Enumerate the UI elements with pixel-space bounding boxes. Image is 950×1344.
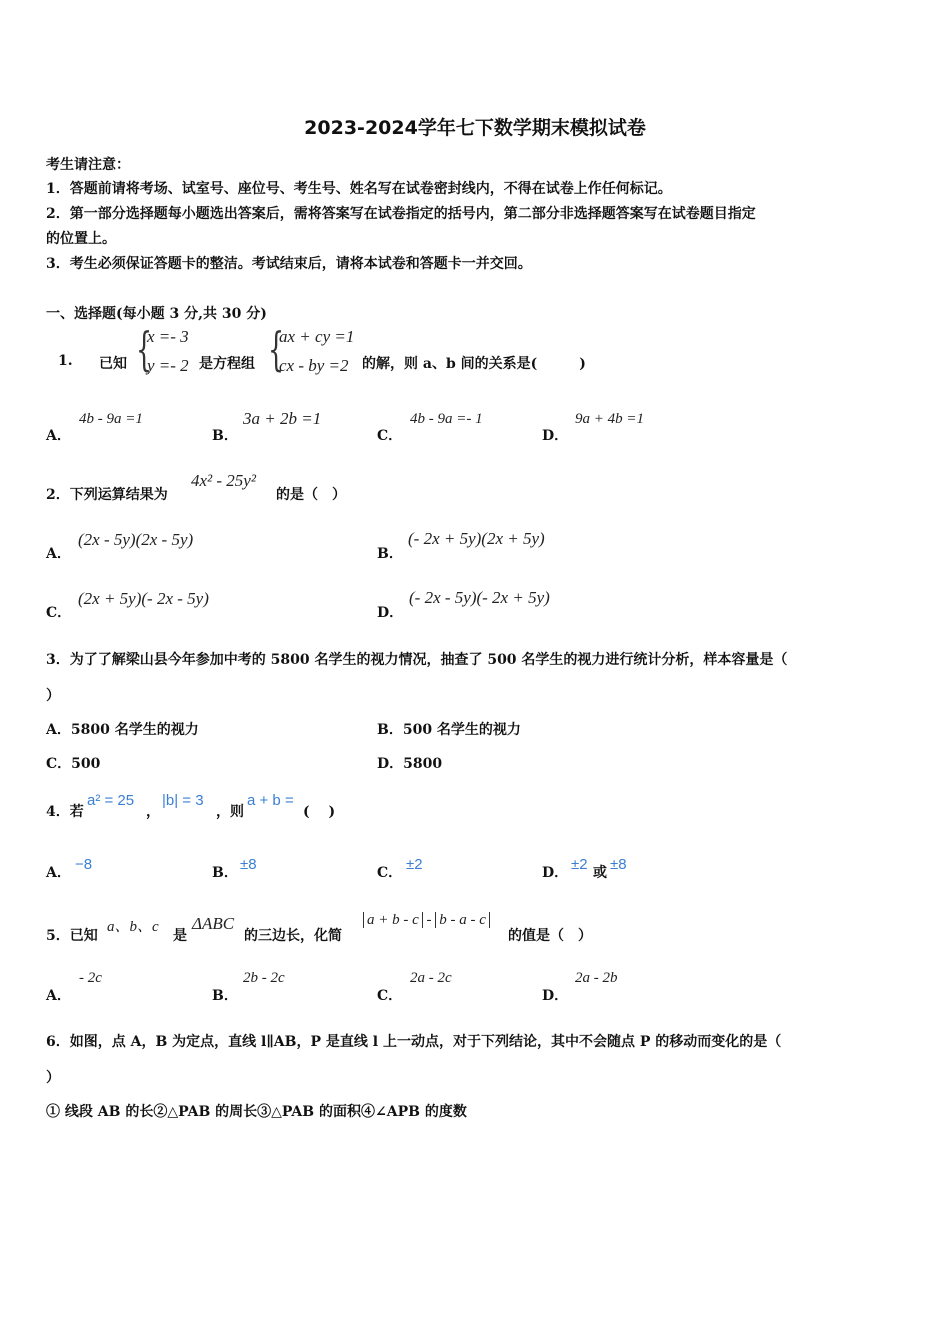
q4-option-c: ±2 (406, 856, 423, 873)
q2-option-d-label: D． (377, 605, 404, 621)
q3-stem: 3．为了了解梁山县今年参加中考的 5800 名学生的视力情况，抽查了 500 名学生的视力进行统计分析，样本容量是（ (46, 652, 788, 668)
q2-option-a: (2x - 5y)(2x - 5y) (78, 530, 194, 549)
q1-option-c: 4b - 9a =- 1 (410, 411, 483, 427)
q5-option-a-label: A． (46, 988, 71, 1004)
q4-separator: ， (146, 804, 160, 820)
q5-stem-pre: 5．已知 (46, 928, 98, 944)
q1-left-brace-1: { (136, 322, 153, 376)
q1-solution-y: y =- 2 (147, 356, 189, 375)
q4-option-a: −8 (75, 856, 93, 873)
q5-stem-is: 是 (173, 928, 187, 944)
section-heading: 一、选择题(每小题 3 分,共 30 分) (46, 306, 267, 322)
q5-absolute-term-2: b - a - c (435, 912, 490, 928)
q5-absolute-term-1: a + b - c (363, 912, 423, 928)
q5-expression-minus: - (422, 912, 436, 928)
q3-option-d: D．5800 (377, 756, 443, 772)
notice-item-1: 1．答题前请将考场、试室号、座位号、考生号、姓名写在试卷密封线内，不得在试卷上作任何标记。 (46, 181, 672, 197)
q3-option-c: C．500 (46, 756, 101, 772)
q2-stem-post: 的是（ ） (276, 487, 346, 503)
q1-stem-mid: 是方程组 (199, 356, 255, 372)
q3-stem-end: ） (46, 688, 60, 704)
notice-item-2-cont: 的位置上。 (46, 231, 116, 247)
q1-option-b-label: B． (212, 428, 238, 444)
q4-option-d-label: D． (542, 865, 569, 881)
q4-condition-1: a² = 25 (87, 792, 135, 809)
q4-option-d-part-1: ±2 (571, 856, 588, 873)
q1-option-d: 9a + 4b =1 (575, 411, 644, 427)
q1-option-b: 3a + 2b =1 (243, 409, 322, 428)
q1-option-a: 4b - 9a =1 (79, 411, 143, 427)
q5-stem-post: 的值是（ ） (508, 928, 592, 944)
notice-item-3: 3．考生必须保证答题卡的整洁。考试结束后，请将本试卷和答题卡一并交回。 (46, 256, 532, 272)
q5-option-a: - 2c (79, 970, 102, 986)
notice-item-2: 2．第一部分选择题每小题选出答案后，需将答案写在试卷指定的括号内，第二部分非选择题答案写在试卷题目指定 (46, 206, 756, 222)
q4-condition-2: |b| = 3 (162, 792, 204, 809)
q3-option-b: B．500 名学生的视力 (377, 722, 521, 738)
q2-option-b: (- 2x + 5y)(2x + 5y) (408, 529, 545, 548)
q6-stem-end: ） (46, 1070, 60, 1086)
q2-option-d: (- 2x - 5y)(- 2x + 5y) (409, 588, 550, 607)
q1-number: 1. (58, 353, 73, 369)
q2-option-b-label: B． (377, 546, 403, 562)
q4-stem-post: ( ) (303, 804, 336, 820)
q4-option-d-or: 或 (593, 865, 607, 881)
q2-option-c-label: C． (46, 605, 72, 621)
q6-statements: ① 线段 AB 的长②△PAB 的周长③△PAB 的面积④∠APB 的度数 (46, 1104, 467, 1120)
q4-stem-pre: 4．若 (46, 804, 84, 820)
q1-solution-x: x =- 3 (147, 327, 189, 346)
q5-option-d: 2a - 2b (575, 970, 618, 986)
q4-stem-mid: ，则 (216, 804, 244, 820)
q5-option-d-label: D． (542, 988, 569, 1004)
q5-stem-mid: 的三边长，化简 (244, 928, 342, 944)
q5-option-b: 2b - 2c (243, 970, 285, 986)
q1-equation-2: cx - by =2 (279, 356, 349, 375)
q5-expression (363, 912, 490, 929)
q4-option-a-label: A． (46, 865, 71, 881)
q5-triangle: ΔABC (192, 914, 235, 933)
q4-option-c-label: C． (377, 865, 403, 881)
q4-option-b-label: B． (212, 865, 238, 881)
q2-stem-pre: 2．下列运算结果为 (46, 487, 168, 503)
notice-heading: 考生请注意： (46, 157, 130, 173)
q5-option-c-label: C． (377, 988, 403, 1004)
q2-expression: 4x² - 25y² (191, 471, 256, 490)
q1-left-brace-2: { (268, 322, 285, 376)
q2-option-a-label: A． (46, 546, 71, 562)
q1-option-c-label: C． (377, 428, 403, 444)
q1-stem-post: 的解，则 a、b 间的关系是( ) (362, 356, 586, 372)
q6-stem: 6．如图，点 A，B 为定点，直线 l∥AB，P 是直线 l 上一动点，对于下列结论，其中不会随点 P 的移动而变化的是（ (46, 1034, 782, 1050)
q4-expression: a + b = (247, 792, 294, 809)
q4-option-b: ±8 (240, 856, 257, 873)
q1-option-a-label: A． (46, 428, 71, 444)
q1-option-d-label: D． (542, 428, 569, 444)
q5-option-c: 2a - 2c (410, 970, 452, 986)
q5-variables: a、b、c (107, 919, 159, 935)
q5-option-b-label: B． (212, 988, 238, 1004)
q1-equation-1: ax + cy =1 (279, 327, 355, 346)
q2-option-c: (2x + 5y)(- 2x - 5y) (78, 589, 209, 608)
page-title: 2023-2024学年七下数学期末模拟试卷 (304, 117, 646, 139)
q1-stem-pre: 已知 (99, 356, 127, 372)
q4-option-d-part-2: ±8 (610, 856, 627, 873)
q3-option-a: A．5800 名学生的视力 (46, 722, 199, 738)
